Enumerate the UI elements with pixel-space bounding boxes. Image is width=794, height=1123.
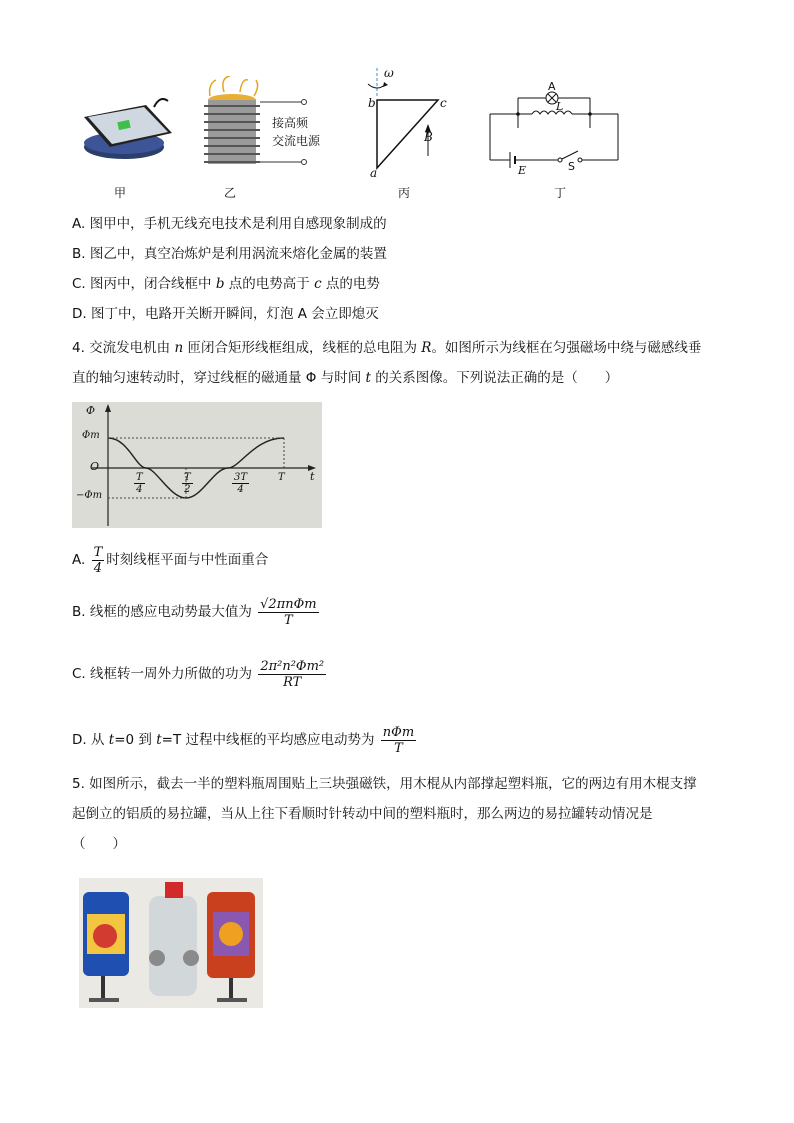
q5-photo	[79, 878, 263, 1008]
q4-stem-line1: 4. 交流发电机由 n 匝闭合矩形线框组成，线框的总电阻为 R。如图所示为线框在匀强磁场中绕与磁感线垂	[72, 340, 702, 356]
tick-t: T	[278, 472, 285, 483]
label-bing-b: b	[368, 96, 376, 110]
q3-option-c: C. 图丙中，闭合线框中 b 点的电势高于 c 点的电势	[72, 276, 380, 292]
label-ding-L: L	[556, 100, 564, 113]
q3-option-a: A. 图甲中，手机无线充电技术是利用自感现象制成的	[72, 216, 387, 232]
figure-bing	[360, 66, 460, 181]
cans-and-bottle-photo	[79, 878, 263, 1008]
figure-yi	[190, 76, 340, 176]
tick-t4: $\frac{T}{4}$	[136, 472, 143, 495]
label-ding-E: E	[518, 164, 527, 177]
vacuum-furnace-illustration	[190, 76, 340, 176]
circuit-diagram	[488, 78, 624, 178]
flux-time-plot	[72, 402, 322, 528]
q4-option-b: B. 线框的感应电动势最大值为 $\frac{\text{√2πnΦm}}{T}$	[72, 596, 317, 628]
caption-bing: 丙	[397, 186, 410, 200]
figure-jia	[76, 95, 176, 175]
q4-flux-graph	[72, 402, 322, 528]
label-bing-a: a	[370, 166, 378, 180]
tick-3t4: $\frac{3T}{4}$	[234, 472, 248, 495]
tick-t2: $\frac{T}{2}$	[184, 472, 191, 495]
label-yi-line2: 交流电源	[272, 134, 321, 148]
figure-ding	[488, 78, 624, 178]
graph-neg-phi-m: −Φm	[76, 490, 103, 501]
graph-y-label: Φ	[86, 404, 96, 417]
q5-stem-line1: 5. 如图所示，截去一半的塑料瓶周围贴上三块强磁铁，用木棍从内部撑起塑料瓶，它的两边有用木棍支撑	[72, 776, 697, 792]
graph-origin: O	[90, 460, 100, 473]
label-bing-B: B	[424, 130, 433, 144]
q3-option-d: D. 图丁中，电路开关断开瞬间，灯泡 A 会立即熄灭	[72, 306, 379, 322]
q4-stem-line2: 直的轴匀速转动时，穿过线框的磁通量 Φ 与时间 t 的关系图像。下列说法正确的是（ ）	[72, 370, 619, 386]
label-ding-S: S	[568, 160, 575, 173]
q4-option-c: C. 线框转一周外力所做的功为 $\frac{\text{2π²n²Φm²}}{RT}$	[72, 658, 325, 690]
wireless-charger-illustration	[76, 95, 176, 175]
caption-jia: 甲	[113, 186, 126, 200]
label-yi-line1: 接高频	[272, 116, 309, 130]
q4-option-d: D. 从 t=0 到 t=T 过程中线框的平均感应电动势为 $\frac{\text{nΦm}}{T}$	[72, 724, 415, 756]
graph-t-label: t	[310, 470, 315, 483]
graph-phi-m: Φm	[82, 430, 100, 441]
q5-stem-line3: （ ）	[72, 836, 126, 852]
label-bing-c: c	[440, 96, 447, 110]
triangle-frame-diagram	[360, 66, 460, 181]
q5-stem-line2: 起倒立的铝质的易拉罐，当从上往下看顺时针转动中间的塑料瓶时，那么两边的易拉罐转动情况是	[72, 806, 653, 822]
label-ding-A: A	[548, 80, 556, 93]
q4-option-a: A. $\frac{T}{4}$ 时刻线框平面与中性面重合	[72, 544, 269, 576]
label-bing-omega: ω	[384, 66, 394, 80]
caption-yi: 乙	[223, 186, 236, 200]
caption-ding: 丁	[553, 186, 566, 200]
q3-option-b: B. 图乙中，真空冶炼炉是利用涡流来熔化金属的装置	[72, 246, 387, 262]
